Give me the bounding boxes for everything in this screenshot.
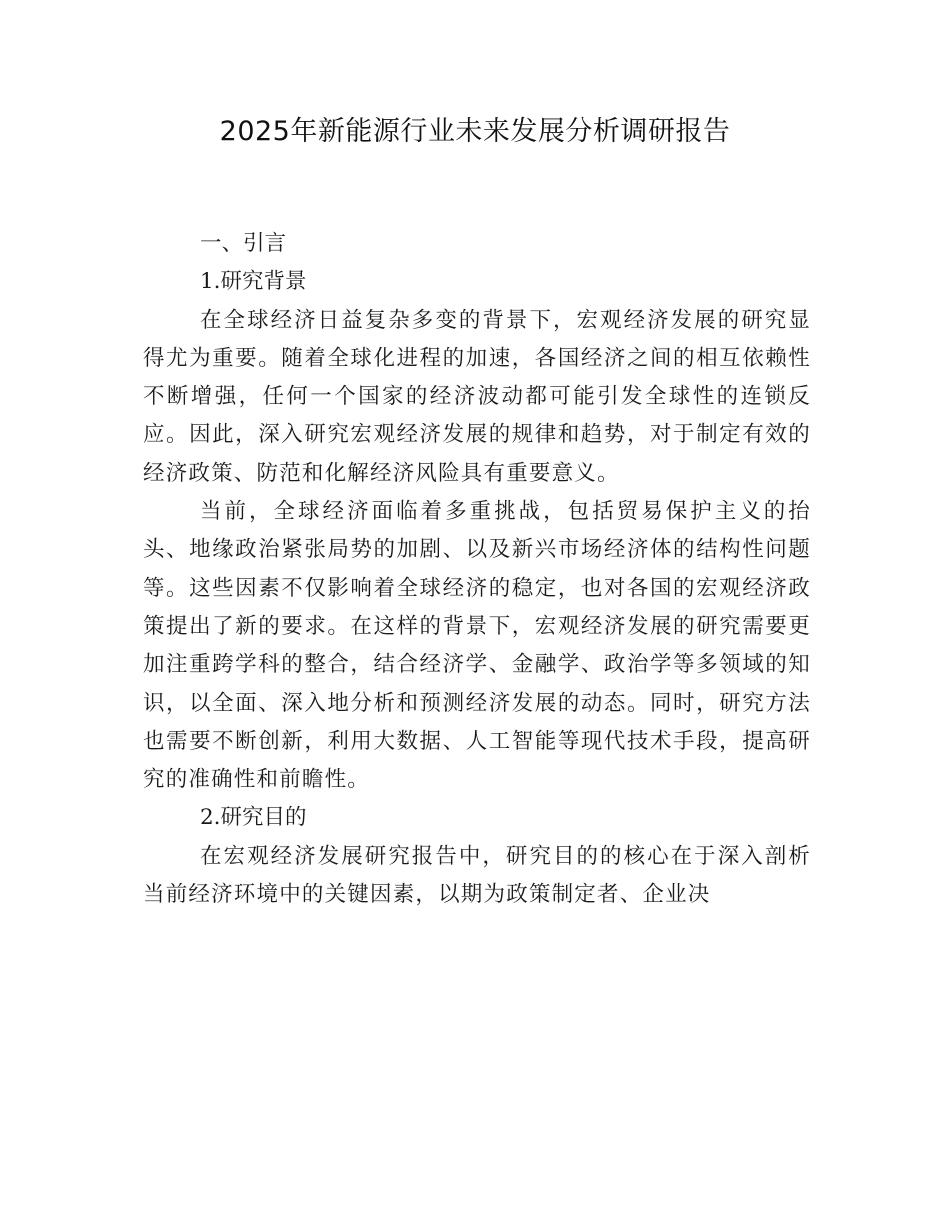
paragraph: 当前，全球经济面临着多重挑战，包括贸易保护主义的抬头、地缘政治紧张局势的加剧、以及新兴市场经济体的结构性问题等。这些因素不仅影响着全球经济的稳定，也对各国的宏观经济政策提出了新的要求。在这样的背景下，宏观经济发展的研究需要更加注重跨学科的整合，结合经济学、金融学、政治学等多领域的知识，以全面、深入地分析和预测经济发展的动态。同时，研究方法也需要不断创新，利用大数据、人工智能等现代技术手段，提高研究的准确性和前瞻性。 (143, 499, 811, 793)
subsection-heading-research-background: 1.研究背景 (200, 269, 307, 295)
document-body (143, 225, 811, 914)
paragraph: 在全球经济日益复杂多变的背景下，宏观经济发展的研究显得尤为重要。随着全球化进程的加速，各国经济之间的相互依赖性不断增强，任何一个国家的经济波动都可能引发全球性的连锁反应。因此，深入研究宏观经济发展的规律和趋势，对于制定有效的经济政策、防范和化解经济风险具有重要意义。 (143, 307, 811, 486)
section-heading-introduction: 一、引言 (200, 231, 287, 256)
subsection-heading-research-purpose: 2.研究目的 (200, 805, 307, 831)
paragraph: 在宏观经济发展研究报告中，研究目的的核心在于深入剖析当前经济环境中的关键因素，以期为政策制定者、企业决 (143, 843, 811, 908)
document-title: 2025年新能源行业未来发展分析调研报告 (219, 116, 731, 147)
